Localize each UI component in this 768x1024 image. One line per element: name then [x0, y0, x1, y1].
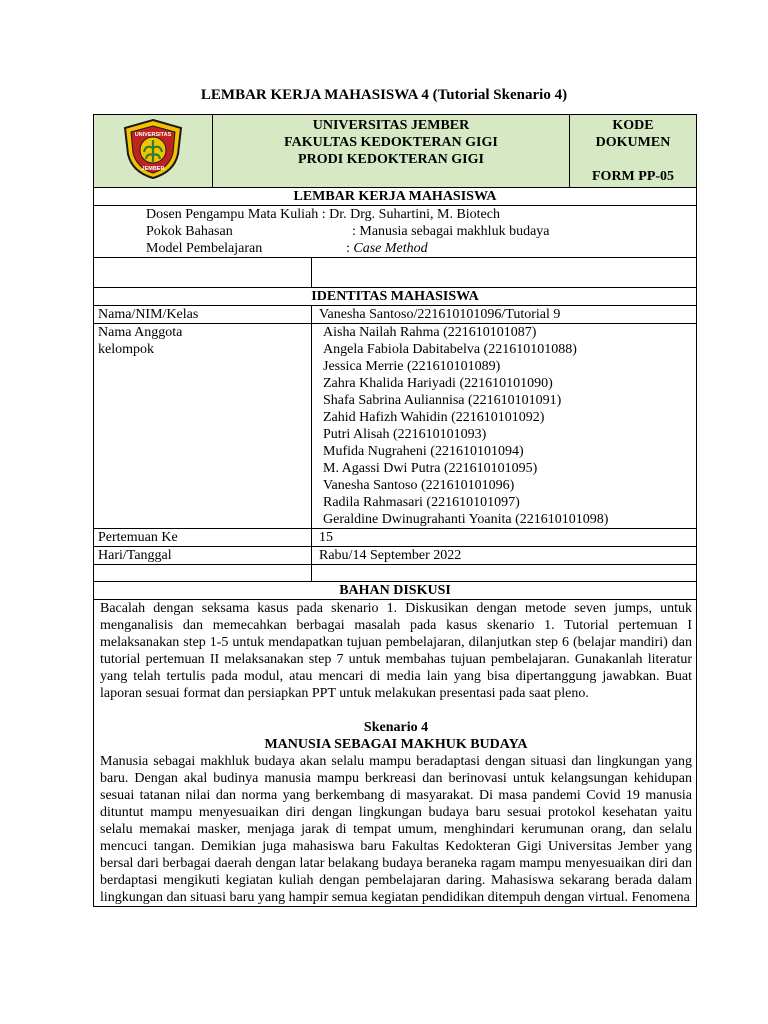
empty-cell-left: [94, 258, 312, 288]
university-header: [213, 115, 570, 188]
nama-label: Nama/NIM/Kelas: [94, 306, 312, 324]
list-item: Jessica Merrie (221610101089): [323, 359, 501, 374]
list-item: Radila Rahmasari (221610101097): [323, 495, 520, 510]
pertemuan-value: 15: [312, 529, 697, 547]
document-code-cell: [570, 115, 697, 188]
university-logo: [118, 118, 188, 180]
model-row: [146, 240, 692, 257]
list-item: Putri Alisah (221610101093): [323, 427, 487, 442]
empty-cell-right-2: [312, 565, 697, 582]
pokok-label: Pokok Bahasan: [146, 224, 233, 239]
anggota-label-line1: Nama Anggota: [98, 325, 183, 340]
model-value: Case Method: [353, 241, 428, 256]
dosen-row: [146, 206, 692, 223]
skenario-title: MANUSIA SEBAGAI MAKHUK BUDAYA: [264, 737, 528, 752]
lembar-title: LEMBAR KERJA MAHASISWA: [94, 188, 697, 206]
pertemuan-label: Pertemuan Ke: [94, 529, 312, 547]
empty-cell-right: [312, 258, 697, 288]
dokumen-label: DOKUMEN: [595, 135, 671, 150]
skenario-label: Skenario 4: [363, 720, 429, 735]
identitas-title: IDENTITAS MAHASISWA: [94, 288, 697, 306]
anggota-label-line2: kelompok: [98, 342, 154, 357]
form-table: [93, 114, 697, 907]
program-name: PRODI KEDOKTERAN GIGI: [298, 152, 484, 167]
bahan-text: Bacalah dengan seksama kasus pada skenario 1. Diskusikan dengan metode seven jumps, untuk menganalisis dan memecahkan berbagai masalah pada kasus skenario 1. Tutorial pertemuan I melaksanakan step 1-5 untuk mendapatkan tujuan pembelajaran, dilanjutkan step 6 (belajar mandiri) dan tutorial pertemuan II melaksanakan step 7 untuk membahas tujuan pembelajaran. Gunakanlah literatur yang telah tertulis pada modul, atau mencari di media lain yang bisa dipertanggung jawabkan. Buat laporan sesuai format dan persiapkan PPT untuk melakukan presentasi pada saat pleno.: [100, 601, 693, 701]
model-colon: :: [346, 241, 354, 256]
model-label: Model Pembelajaran: [146, 241, 263, 256]
dosen-label: Dosen Pengampu Mata Kuliah :: [146, 207, 330, 222]
empty-cell-left-2: [94, 565, 312, 582]
list-item: Angela Fabiola Dabitabelva (221610101088): [323, 342, 577, 357]
hari-value: Rabu/14 September 2022: [312, 547, 697, 565]
form-code: FORM PP-05: [592, 169, 675, 184]
dosen-value: Dr. Drg. Suhartini, M. Biotech: [329, 207, 500, 222]
list-item: Zahid Hafizh Wahidin (221610101092): [323, 410, 545, 425]
svg-text:UNIVERSITAS: UNIVERSITAS: [134, 131, 172, 138]
nama-value: Vanesha Santoso/221610101096/Tutorial 9: [312, 306, 697, 324]
list-item: Vanesha Santoso (221610101096): [323, 478, 515, 493]
faculty-name: FAKULTAS KEDOKTERAN GIGI: [284, 135, 498, 150]
bahan-title: BAHAN DISKUSI: [94, 582, 697, 600]
list-item: Shafa Sabrina Auliannisa (221610101091): [323, 393, 562, 408]
anggota-label: [94, 324, 312, 529]
skenario-text: Manusia sebagai makhluk budaya akan selalu mampu beradaptasi dengan situasi dan lingkungan yang baru. Dengan akal budinya manusia mampu berkreasi dan berinovasi untuk kelangsungan kehidupan sesuai tatanan nilai dan norma yang berkembang di masyarakat. Di masa pandemi Covid 19 manusia dituntut mampu menyesuaikan diri dengan lingkungan budaya baru sesuai protokol kesehatan yaitu selalu memakai masker, menjaga jarak di tempat umum, menghindari kerumunan orang, dan selalu mencuci tangan. Demikian juga mahasiswa baru Fakultas Kedokteran Gigi Universitas Jember yang bersal dari berbagai daerah dengan latar belakang budaya beraneka ragam mampu menyesuaikan diri dan berdaptasi mengikuti kegiatan kuliah dengan pembelajaran daring. Mahasiswa sekarang berada dalam lingkungan dan situasi baru yang hampir semua kegiatan pendidikan ditempuh dengan virtual. Fenomena: [100, 754, 693, 905]
discussion-content: [94, 600, 697, 907]
document-title: LEMBAR KERJA MAHASISWA 4 (Tutorial Skenario 4): [200, 87, 568, 103]
course-info: [94, 206, 697, 258]
hari-label: Hari/Tanggal: [94, 547, 312, 565]
kode-label: KODE: [612, 118, 654, 133]
list-item: M. Agassi Dwi Putra (221610101095): [323, 461, 538, 476]
list-item: Zahra Khalida Hariyadi (221610101090): [323, 376, 553, 391]
list-item: Mufida Nugraheni (221610101094): [323, 444, 524, 459]
university-name: UNIVERSITAS JEMBER: [312, 118, 470, 133]
list-item: Aisha Nailah Rahma (221610101087): [323, 325, 537, 340]
svg-text:JEMBER: JEMBER: [141, 165, 165, 172]
list-item: Geraldine Dwinugrahanti Yoanita (221610101098): [323, 512, 609, 527]
member-list: [312, 324, 697, 529]
logo-cell: [94, 115, 213, 188]
pokok-value: : Manusia sebagai makhluk budaya: [352, 224, 550, 239]
pokok-row: [146, 223, 692, 240]
